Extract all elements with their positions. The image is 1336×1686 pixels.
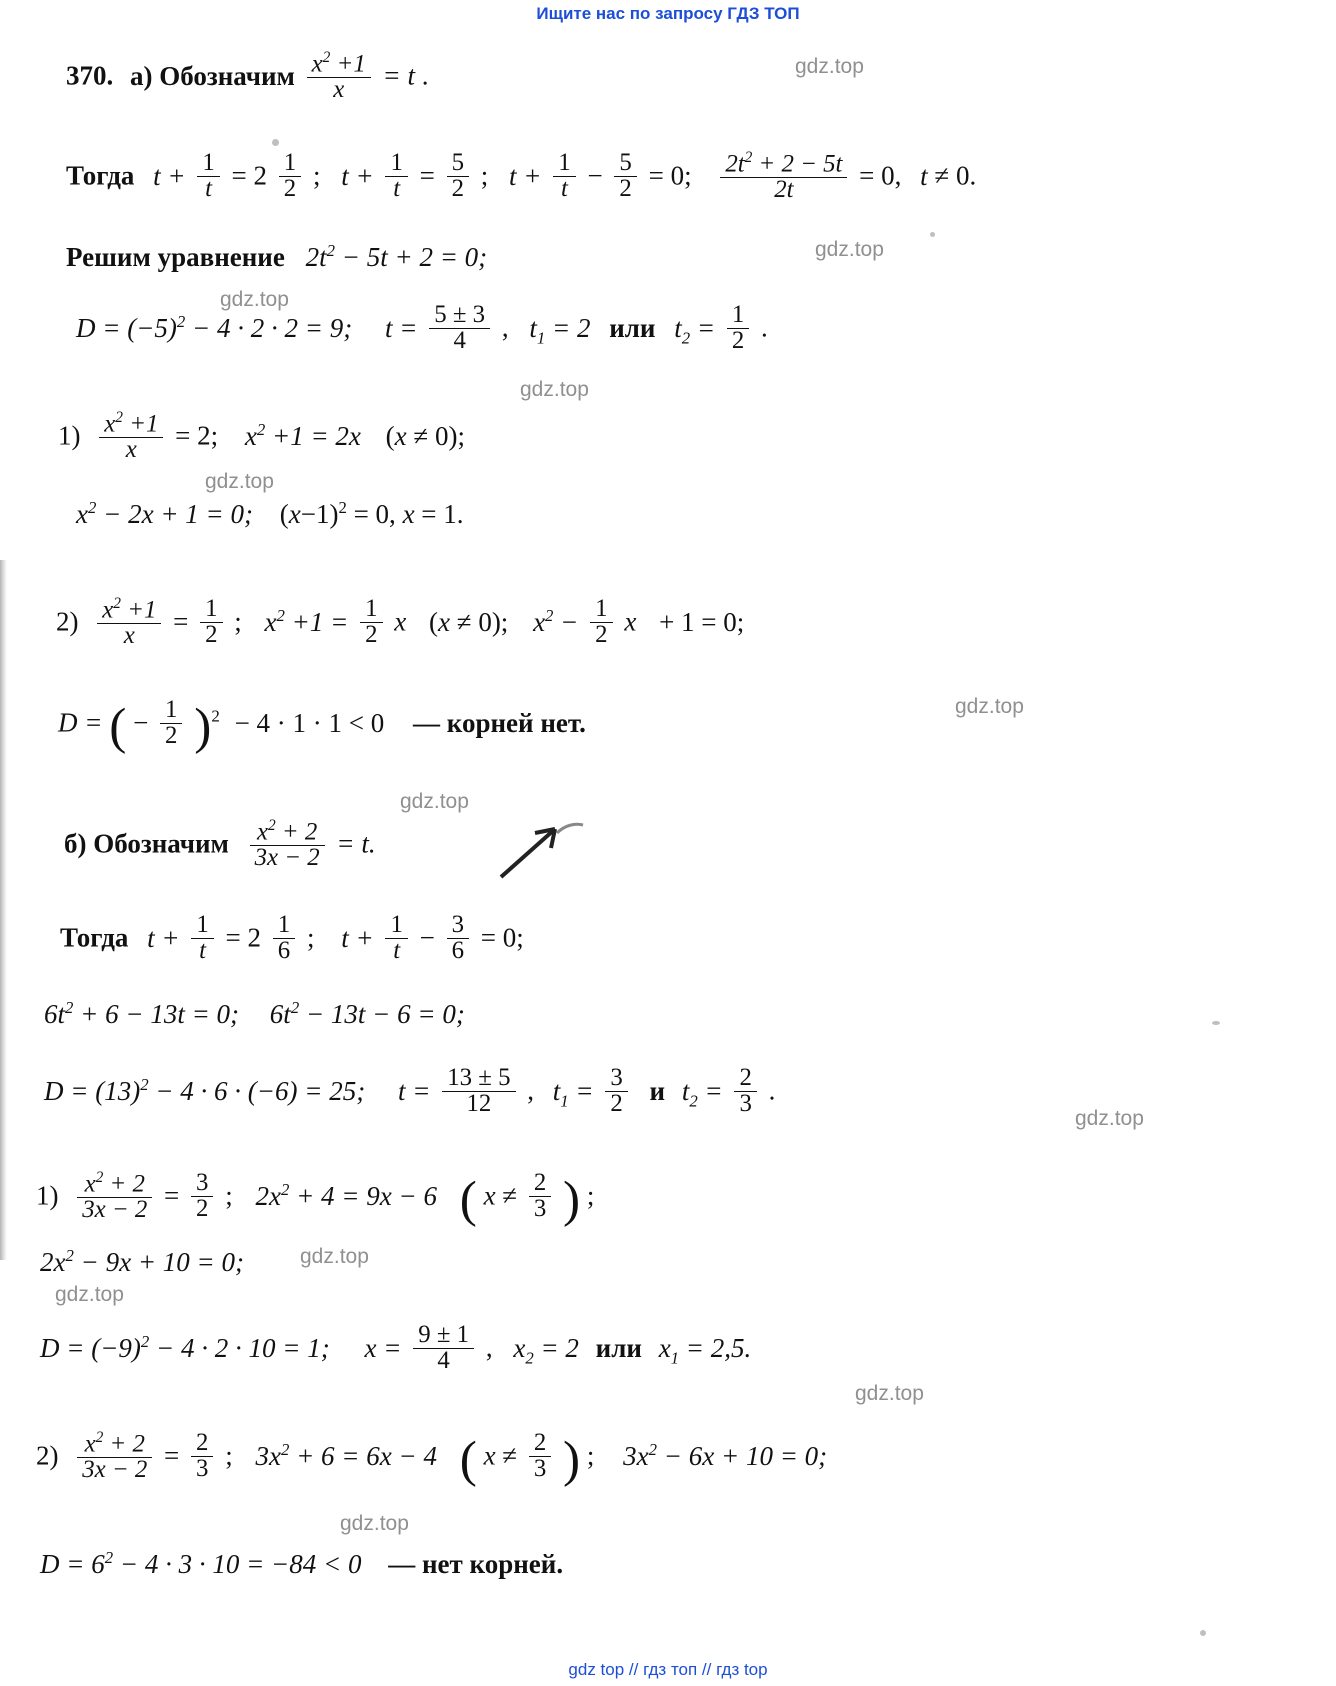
t2-label-b: $t_2$ = — [681, 1075, 723, 1110]
equals-zero-2: = 0, — [859, 160, 902, 191]
x2plus1-eq-2x: $x^2 +1 = 2x$ — [244, 419, 361, 451]
equals: = — [164, 1440, 180, 1471]
watermark: gdz.top — [220, 288, 289, 311]
scan-speck — [1200, 1630, 1206, 1636]
scan-speck — [930, 232, 935, 237]
comma: , — [485, 1332, 493, 1363]
watermark: gdz.top — [955, 695, 1024, 718]
solve-word: Решим уравнение — [66, 242, 285, 272]
t2-label: $t_2$ = — [674, 312, 716, 347]
line-then-b — [60, 911, 524, 966]
watermark: gdz.top — [795, 55, 864, 78]
fraction-1-over-t-b: $\frac{1}{t}$ — [191, 913, 213, 964]
ne-sign-2: ≠ — [495, 1440, 524, 1471]
equals: = — [164, 1180, 180, 1211]
fraction-1-over-6: $\frac{1}{6}$ — [273, 913, 295, 964]
equals-zero: = 0; — [648, 160, 692, 191]
semicolon: ; — [225, 1180, 233, 1211]
fraction-2-over-3-c1: $\frac{2}{3}$ — [529, 1171, 551, 1222]
problem-number: 370. — [66, 60, 114, 91]
plus-1-eq-0: + 1 = 0; — [659, 606, 745, 637]
b-case1-roots: $x_2 = 2$ — [513, 1332, 579, 1367]
fraction-1-over-2-c2c: $\frac{1}{2}$ — [590, 597, 612, 648]
fraction-1-over-2-t2: $\frac{1}{2}$ — [727, 303, 749, 354]
line-discriminant-a — [76, 301, 768, 356]
left-paren-b2: ( — [459, 1431, 477, 1489]
fraction-5-over-2b: $\frac{5}{2}$ — [614, 151, 636, 202]
semicolon: ; — [306, 922, 315, 953]
eq-2-1-6: = 2 — [225, 922, 262, 953]
discriminant-a: $D = (-5)^2 - 4 \cdot 2 \cdot 2 = 9$; — [76, 311, 353, 343]
b-case1-root-x1: $x_1 = 2,5$. — [658, 1332, 752, 1367]
b-eq-2: $6t^2 - 13t - 6 = 0$; — [269, 998, 465, 1029]
x-ne: x — [483, 1180, 496, 1211]
line-b-quadratics — [44, 1000, 465, 1028]
part-a-label: а) Обозначим — [130, 60, 295, 91]
neq-zero: ≠ 0. — [934, 160, 977, 191]
semicolon: ; — [225, 1440, 233, 1471]
or-word-b: или — [595, 1332, 642, 1363]
pen-arrow-doodle — [495, 815, 590, 885]
fraction-3-over-2: $\frac{3}{2}$ — [605, 1066, 627, 1117]
step-1-label-b: 1) — [36, 1180, 59, 1211]
eq-2: = 2; — [175, 420, 219, 451]
line-a-case1-solution — [76, 500, 464, 528]
fraction-1-over-t-3: $\frac{1}{t}$ — [553, 151, 575, 202]
period: . — [761, 312, 768, 343]
semicolon: ; — [480, 160, 489, 191]
scan-speck — [1212, 1021, 1220, 1025]
x2-minus: $x^2$ − — [533, 605, 579, 637]
fraction-9pm1-over-4: $\frac{9 \pm 1}{4}$ — [413, 1323, 474, 1374]
no-roots-text-b: — нет корней. — [388, 1549, 564, 1579]
or-word: или — [609, 312, 656, 343]
x-var: x — [394, 606, 407, 637]
b-case1-cross: $2x^2 + 4 = 9x - 6$ — [255, 1179, 437, 1211]
fraction-3-over-6: $\frac{3}{6}$ — [447, 913, 469, 964]
scan-edge-artifact — [0, 560, 7, 1260]
t1-value: $t_1 = 2$ — [529, 312, 591, 347]
t-plus: t + — [153, 160, 186, 191]
step-2-label-b: 2) — [36, 1440, 59, 1471]
line-solve-equation — [66, 243, 487, 271]
ne-sign: ≠ — [495, 1180, 524, 1211]
line-a-case2 — [56, 595, 745, 651]
t1-label-b: $t_1$ = — [552, 1075, 594, 1110]
watermark: gdz.top — [300, 1245, 369, 1268]
b-case2-D: $D = 6^2 - 4 \cdot 3 \cdot 10 = -84 < 0$ — [40, 1548, 362, 1579]
equals: = — [419, 160, 435, 191]
t-equals-b: t = — [397, 1075, 431, 1106]
fraction-x2plus1-over-x-c2: $\frac{x^2 +1}{x}$ — [97, 596, 161, 649]
watermark: gdz.top — [815, 238, 884, 261]
right-paren-b2: ) — [563, 1431, 581, 1489]
left-paren-b1: ( — [459, 1171, 477, 1229]
fraction-x2plus2-over-3xminus2-c2: $\frac{x^2 + 2}{3x - 2}$ — [77, 1430, 152, 1483]
period: . — [768, 1075, 776, 1106]
watermark: gdz.top — [520, 378, 589, 401]
minus-4-1-1: − 4 · 1 · 1 < 0 — [234, 707, 385, 738]
left-paren: ( — [109, 697, 127, 755]
fraction-2-over-3-c2: $\frac{2}{3}$ — [191, 1431, 213, 1482]
line-b-case1 — [36, 1169, 595, 1229]
fraction-2-over-3: $\frac{2}{3}$ — [734, 1066, 756, 1117]
equals-t: = t — [382, 60, 415, 91]
fraction-1-over-t-2: $\frac{1}{t}$ — [385, 151, 407, 202]
and-word: и — [649, 1075, 666, 1106]
line-part-b — [64, 817, 376, 873]
line-b-discriminant — [44, 1064, 776, 1119]
b-case2-quadratic: $3x^2 - 6x + 10 = 0$; — [623, 1439, 828, 1471]
fraction-5pm3-over-4: $\frac{5 \pm 3}{4}$ — [429, 303, 490, 354]
D-label: D = — [58, 707, 103, 738]
comma: , — [501, 312, 509, 343]
equals: = — [173, 606, 189, 637]
t-plus-b2: t + — [341, 922, 374, 953]
equals-zero-b: = 0; — [480, 922, 524, 953]
watermark: gdz.top — [205, 470, 274, 493]
t-plus-3: t + — [509, 160, 542, 191]
watermark: gdz.top — [1075, 1107, 1144, 1130]
t-equals: t = — [384, 312, 418, 343]
step-2-label: 2) — [56, 606, 79, 637]
line-b-case2-discriminant — [40, 1550, 563, 1578]
fraction-1-over-t-b2: $\frac{1}{t}$ — [385, 913, 407, 964]
t-not-zero: t — [920, 160, 928, 191]
line-problem-number — [66, 49, 429, 105]
expanded-quadratic: $x^2 - 2x + 1 = 0$; — [76, 498, 253, 529]
equals-t-b: = t. — [336, 828, 376, 859]
line-b-case1-discriminant — [40, 1321, 752, 1376]
b-discriminant: $D = (13)^2 - 4 \cdot 6 \cdot (-6) = 25$; — [44, 1074, 366, 1106]
fraction-x2plus1-over-x: $\frac{x^2 +1}{x}$ — [307, 50, 371, 103]
x2plus1: $x^2 +1$ = — [264, 605, 349, 637]
neg-one-half: − — [133, 707, 149, 738]
fraction-2-over-3-c2b: $\frac{2}{3}$ — [529, 1431, 551, 1482]
fraction-1-over-2-D: $\frac{1}{2}$ — [160, 698, 182, 749]
bottom-banner: gdz top // гдз топ // гдз top — [568, 1660, 768, 1679]
fraction-3-over-2-c1: $\frac{3}{2}$ — [191, 1171, 213, 1222]
top-banner: Ищите нас по запросу ГДЗ ТОП — [536, 4, 800, 23]
fraction-1-over-2-c2b: $\frac{1}{2}$ — [360, 597, 382, 648]
fraction-1-over-2: $\frac{1}{2}$ — [279, 151, 301, 202]
quadratic-in-t: $2t^2 - 5t + 2 = 0$; — [305, 241, 488, 272]
fraction-1-over-2-c2: $\frac{1}{2}$ — [200, 597, 222, 648]
semicolon: ; — [312, 160, 321, 191]
fraction-1-over-t: $\frac{1}{t}$ — [197, 151, 219, 202]
scan-speck — [272, 139, 279, 146]
fraction-x2plus1-over-x-c1: $\frac{x^2 +1}{x}$ — [99, 410, 163, 463]
no-roots-text-a: — корней нет. — [413, 707, 586, 738]
period: . — [421, 60, 429, 91]
watermark: gdz.top — [340, 1512, 409, 1535]
watermark: gdz.top — [55, 1283, 124, 1306]
t-plus-2: t + — [341, 160, 374, 191]
right-paren-b1: ) — [563, 1171, 581, 1229]
fraction-x2plus2-over-3xminus2-c1: $\frac{x^2 + 2}{3x - 2}$ — [77, 1170, 152, 1223]
fraction-5-over-2: $\frac{5}{2}$ — [447, 151, 469, 202]
part-b-label: б) Обозначим — [64, 828, 229, 859]
line-b-case1-quadratic — [40, 1248, 244, 1276]
x-var-2: x — [624, 606, 637, 637]
squared-binomial: $(x-1)^2 = 0$, x = 1. — [279, 498, 464, 529]
condition-x-ne-0: (x ≠ 0); — [385, 420, 465, 451]
line-a-case2-discriminant: D = ( − $\frac{1}{2}$ )$^2$ − 4 · 1 · 1 < 0 — корней нет. — [58, 696, 586, 755]
b-case1-D: $D = (-9)^2 - 4 \cdot 2 \cdot 10 = 1$; — [40, 1331, 330, 1363]
semicolon: ; — [586, 1440, 595, 1471]
then-word-b: Тогда — [60, 922, 129, 953]
then-word: Тогда — [66, 160, 135, 191]
t-plus-b: t + — [147, 922, 180, 953]
fraction-13pm5-over-12: $\frac{13 \pm 5}{12}$ — [442, 1066, 515, 1117]
b-case1-quadratic: $2x^2 - 9x + 10 = 0$; — [40, 1246, 244, 1277]
comma: , — [527, 1075, 534, 1106]
right-paren: ) — [194, 697, 212, 755]
b-eq-1: $6t^2 + 6 - 13t = 0$; — [44, 998, 240, 1029]
step-1-label: 1) — [58, 420, 81, 451]
watermark: gdz.top — [400, 790, 469, 813]
watermark: gdz.top — [855, 1382, 924, 1405]
x-equals: x = — [364, 1332, 402, 1363]
fraction-x2plus2-over-3xminus2: $\frac{x^2 + 2}{3x - 2}$ — [250, 818, 325, 871]
line-a-case1 — [58, 409, 465, 465]
condition-x-ne-0-c2: (x ≠ 0); — [429, 606, 509, 637]
x-ne-2: x — [483, 1440, 496, 1471]
b-case2-cross: $3x^2 + 6 = 6x - 4$ — [255, 1439, 437, 1471]
semicolon: ; — [586, 1180, 595, 1211]
semicolon: ; — [234, 606, 242, 637]
minus-b: − — [419, 922, 435, 953]
line-b-case2 — [36, 1429, 828, 1489]
eq-2-and-half: = 2 — [231, 160, 268, 191]
line-then-a — [66, 149, 977, 205]
fraction-2t2plus2minus5t-over-2t: $\frac{2t^2 + 2 - 5t}{2t}$ — [720, 150, 847, 203]
minus: − — [587, 160, 603, 191]
